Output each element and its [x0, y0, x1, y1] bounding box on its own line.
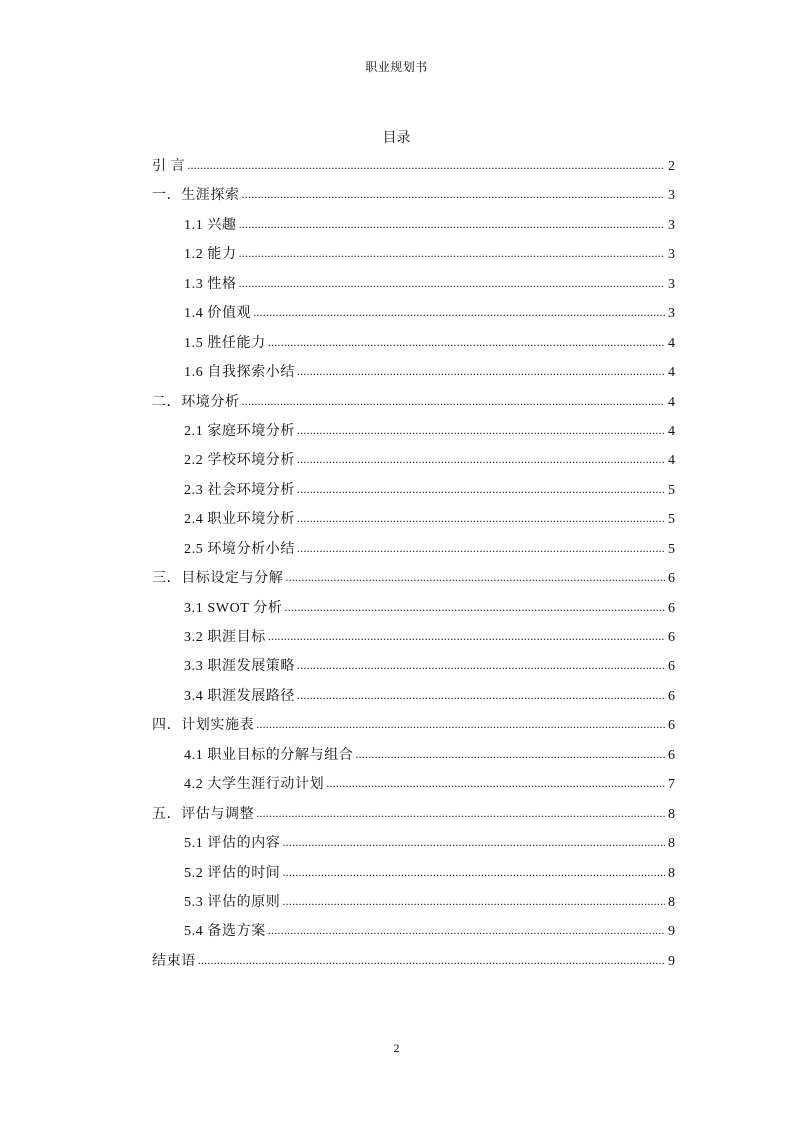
toc-entry-label: 四．计划实施表: [152, 718, 255, 734]
toc-entry-page: 3: [668, 306, 675, 322]
toc-entry-page: 8: [668, 894, 675, 910]
toc-entry-page: 3: [668, 276, 675, 292]
toc-entry-label: 3.3 职涯发展策略: [184, 659, 295, 675]
toc-entry[interactable]: [152, 299, 675, 328]
toc-entry-page: 5: [668, 482, 675, 498]
toc-entry[interactable]: [152, 152, 675, 181]
toc-entry-label: 2.2 学校环境分析: [184, 453, 295, 469]
toc-entry[interactable]: [152, 505, 675, 534]
toc-entry-label: 4.1 职业目标的分解与组合: [184, 747, 354, 763]
table-of-contents: [152, 152, 675, 976]
toc-entry-page: 9: [668, 953, 675, 969]
toc-entry[interactable]: [152, 358, 675, 387]
toc-entry[interactable]: [152, 211, 675, 240]
toc-dot-leader: [239, 239, 665, 268]
toc-dot-leader: [285, 563, 665, 592]
toc-entry-page: 3: [668, 217, 675, 233]
toc-dot-leader: [297, 357, 665, 386]
toc-entry[interactable]: [152, 417, 675, 446]
toc-entry-label: 1.1 兴趣: [184, 217, 237, 233]
toc-entry-label: 5.2 评估的时间: [184, 865, 281, 881]
toc-entry-page: 4: [668, 394, 675, 410]
toc-entry-page: 5: [668, 541, 675, 557]
toc-entry-label: 1.2 能力: [184, 247, 237, 263]
toc-entry-label: 3.1 SWOT 分析: [184, 600, 283, 616]
toc-entry[interactable]: [152, 388, 675, 417]
toc-entry[interactable]: [152, 594, 675, 623]
toc-entry[interactable]: [152, 682, 675, 711]
toc-dot-leader: [297, 445, 665, 474]
toc-dot-leader: [326, 769, 665, 798]
toc-entry-label: 五．评估与调整: [152, 806, 255, 822]
toc-entry-page: 6: [668, 600, 675, 616]
toc-entry-label: 引 言: [152, 159, 186, 174]
toc-entry-label: 3.2 职涯目标: [184, 630, 266, 645]
toc-entry[interactable]: [152, 741, 675, 770]
toc-entry-page: 2: [668, 159, 675, 174]
toc-entry-page: 8: [668, 836, 675, 852]
toc-entry-page: 5: [668, 512, 675, 528]
toc-entry[interactable]: [152, 564, 675, 593]
toc-entry-label: 1.3 性格: [184, 276, 237, 292]
toc-entry-page: 7: [668, 777, 675, 793]
toc-dot-leader: [256, 799, 665, 828]
toc-entry-page: 6: [668, 630, 675, 645]
toc-entry[interactable]: [152, 711, 675, 740]
toc-entry-page: 6: [668, 688, 675, 704]
toc-entry-label: 结束语: [152, 953, 196, 969]
toc-entry-page: 4: [668, 423, 675, 439]
toc-entry-label: 2.4 职业环境分析: [184, 512, 295, 528]
toc-dot-leader: [297, 534, 665, 563]
toc-entry-label: 3.4 职涯发展路径: [184, 688, 295, 704]
toc-entry-label: 5.1 评估的内容: [184, 836, 281, 852]
toc-dot-leader: [187, 151, 665, 180]
toc-dot-leader: [297, 475, 665, 504]
toc-entry-page: 3: [668, 247, 675, 263]
toc-entry[interactable]: [152, 888, 675, 917]
toc-dot-leader: [282, 858, 665, 887]
toc-dot-leader: [253, 298, 665, 327]
toc-entry[interactable]: [152, 181, 675, 210]
toc-title: 目录: [382, 131, 411, 146]
toc-entry[interactable]: [152, 652, 675, 681]
toc-entry[interactable]: [152, 947, 675, 976]
toc-entry-label: 三．目标设定与分解: [152, 571, 284, 587]
toc-entry-page: 8: [668, 806, 675, 822]
toc-entry-label: 5.4 备选方案: [184, 924, 266, 940]
toc-dot-leader: [282, 887, 665, 916]
toc-dot-leader: [239, 210, 665, 239]
toc-entry[interactable]: [152, 917, 675, 946]
toc-entry[interactable]: [152, 329, 675, 358]
toc-entry-label: 2.3 社会环境分析: [184, 482, 295, 498]
toc-dot-leader: [297, 416, 665, 445]
toc-entry[interactable]: [152, 829, 675, 858]
toc-entry[interactable]: [152, 623, 675, 652]
page-number: 2: [393, 1041, 400, 1055]
toc-entry[interactable]: [152, 859, 675, 888]
toc-entry[interactable]: [152, 535, 675, 564]
toc-entry-page: 4: [668, 453, 675, 469]
toc-dot-leader: [355, 740, 665, 769]
toc-entry[interactable]: [152, 270, 675, 299]
toc-entry[interactable]: [152, 446, 675, 475]
toc-entry-label: 2.5 环境分析小结: [184, 541, 295, 557]
toc-entry-page: 6: [668, 571, 675, 587]
toc-entry-label: 4.2 大学生涯行动计划: [184, 777, 325, 793]
toc-entry[interactable]: [152, 240, 675, 269]
toc-dot-leader: [297, 504, 665, 533]
toc-dot-leader: [285, 593, 665, 622]
toc-entry-label: 2.1 家庭环境分析: [184, 423, 295, 439]
toc-dot-leader: [297, 681, 665, 710]
toc-entry-page: 3: [668, 188, 675, 204]
toc-entry[interactable]: [152, 476, 675, 505]
toc-entry-page: 4: [668, 365, 675, 381]
toc-dot-leader: [268, 916, 665, 945]
toc-entry-label: 一．生涯探索: [152, 188, 240, 204]
toc-entry-label: 1.5 胜任能力: [184, 335, 266, 351]
toc-entry-page: 4: [668, 335, 675, 351]
toc-entry-page: 6: [668, 659, 675, 675]
toc-dot-leader: [297, 651, 665, 680]
toc-dot-leader: [239, 269, 665, 298]
toc-entry-page: 6: [668, 718, 675, 734]
toc-dot-leader: [242, 387, 665, 416]
toc-entry-label: 二．环境分析: [152, 394, 240, 410]
toc-entry-label: 1.4 价值观: [184, 306, 252, 322]
toc-entry-page: 8: [668, 865, 675, 881]
toc-entry[interactable]: [152, 800, 675, 829]
toc-dot-leader: [256, 710, 665, 739]
toc-dot-leader: [268, 328, 665, 357]
toc-dot-leader: [268, 622, 665, 651]
toc-dot-leader: [242, 180, 665, 209]
toc-entry-label: 1.6 自我探索小结: [184, 365, 295, 381]
page-header: 职业规划书: [365, 60, 428, 74]
toc-entry[interactable]: [152, 770, 675, 799]
toc-entry-page: 9: [668, 924, 675, 940]
toc-dot-leader: [198, 946, 665, 975]
toc-dot-leader: [282, 828, 665, 857]
toc-entry-page: 6: [668, 747, 675, 763]
toc-entry-label: 5.3 评估的原则: [184, 894, 281, 910]
